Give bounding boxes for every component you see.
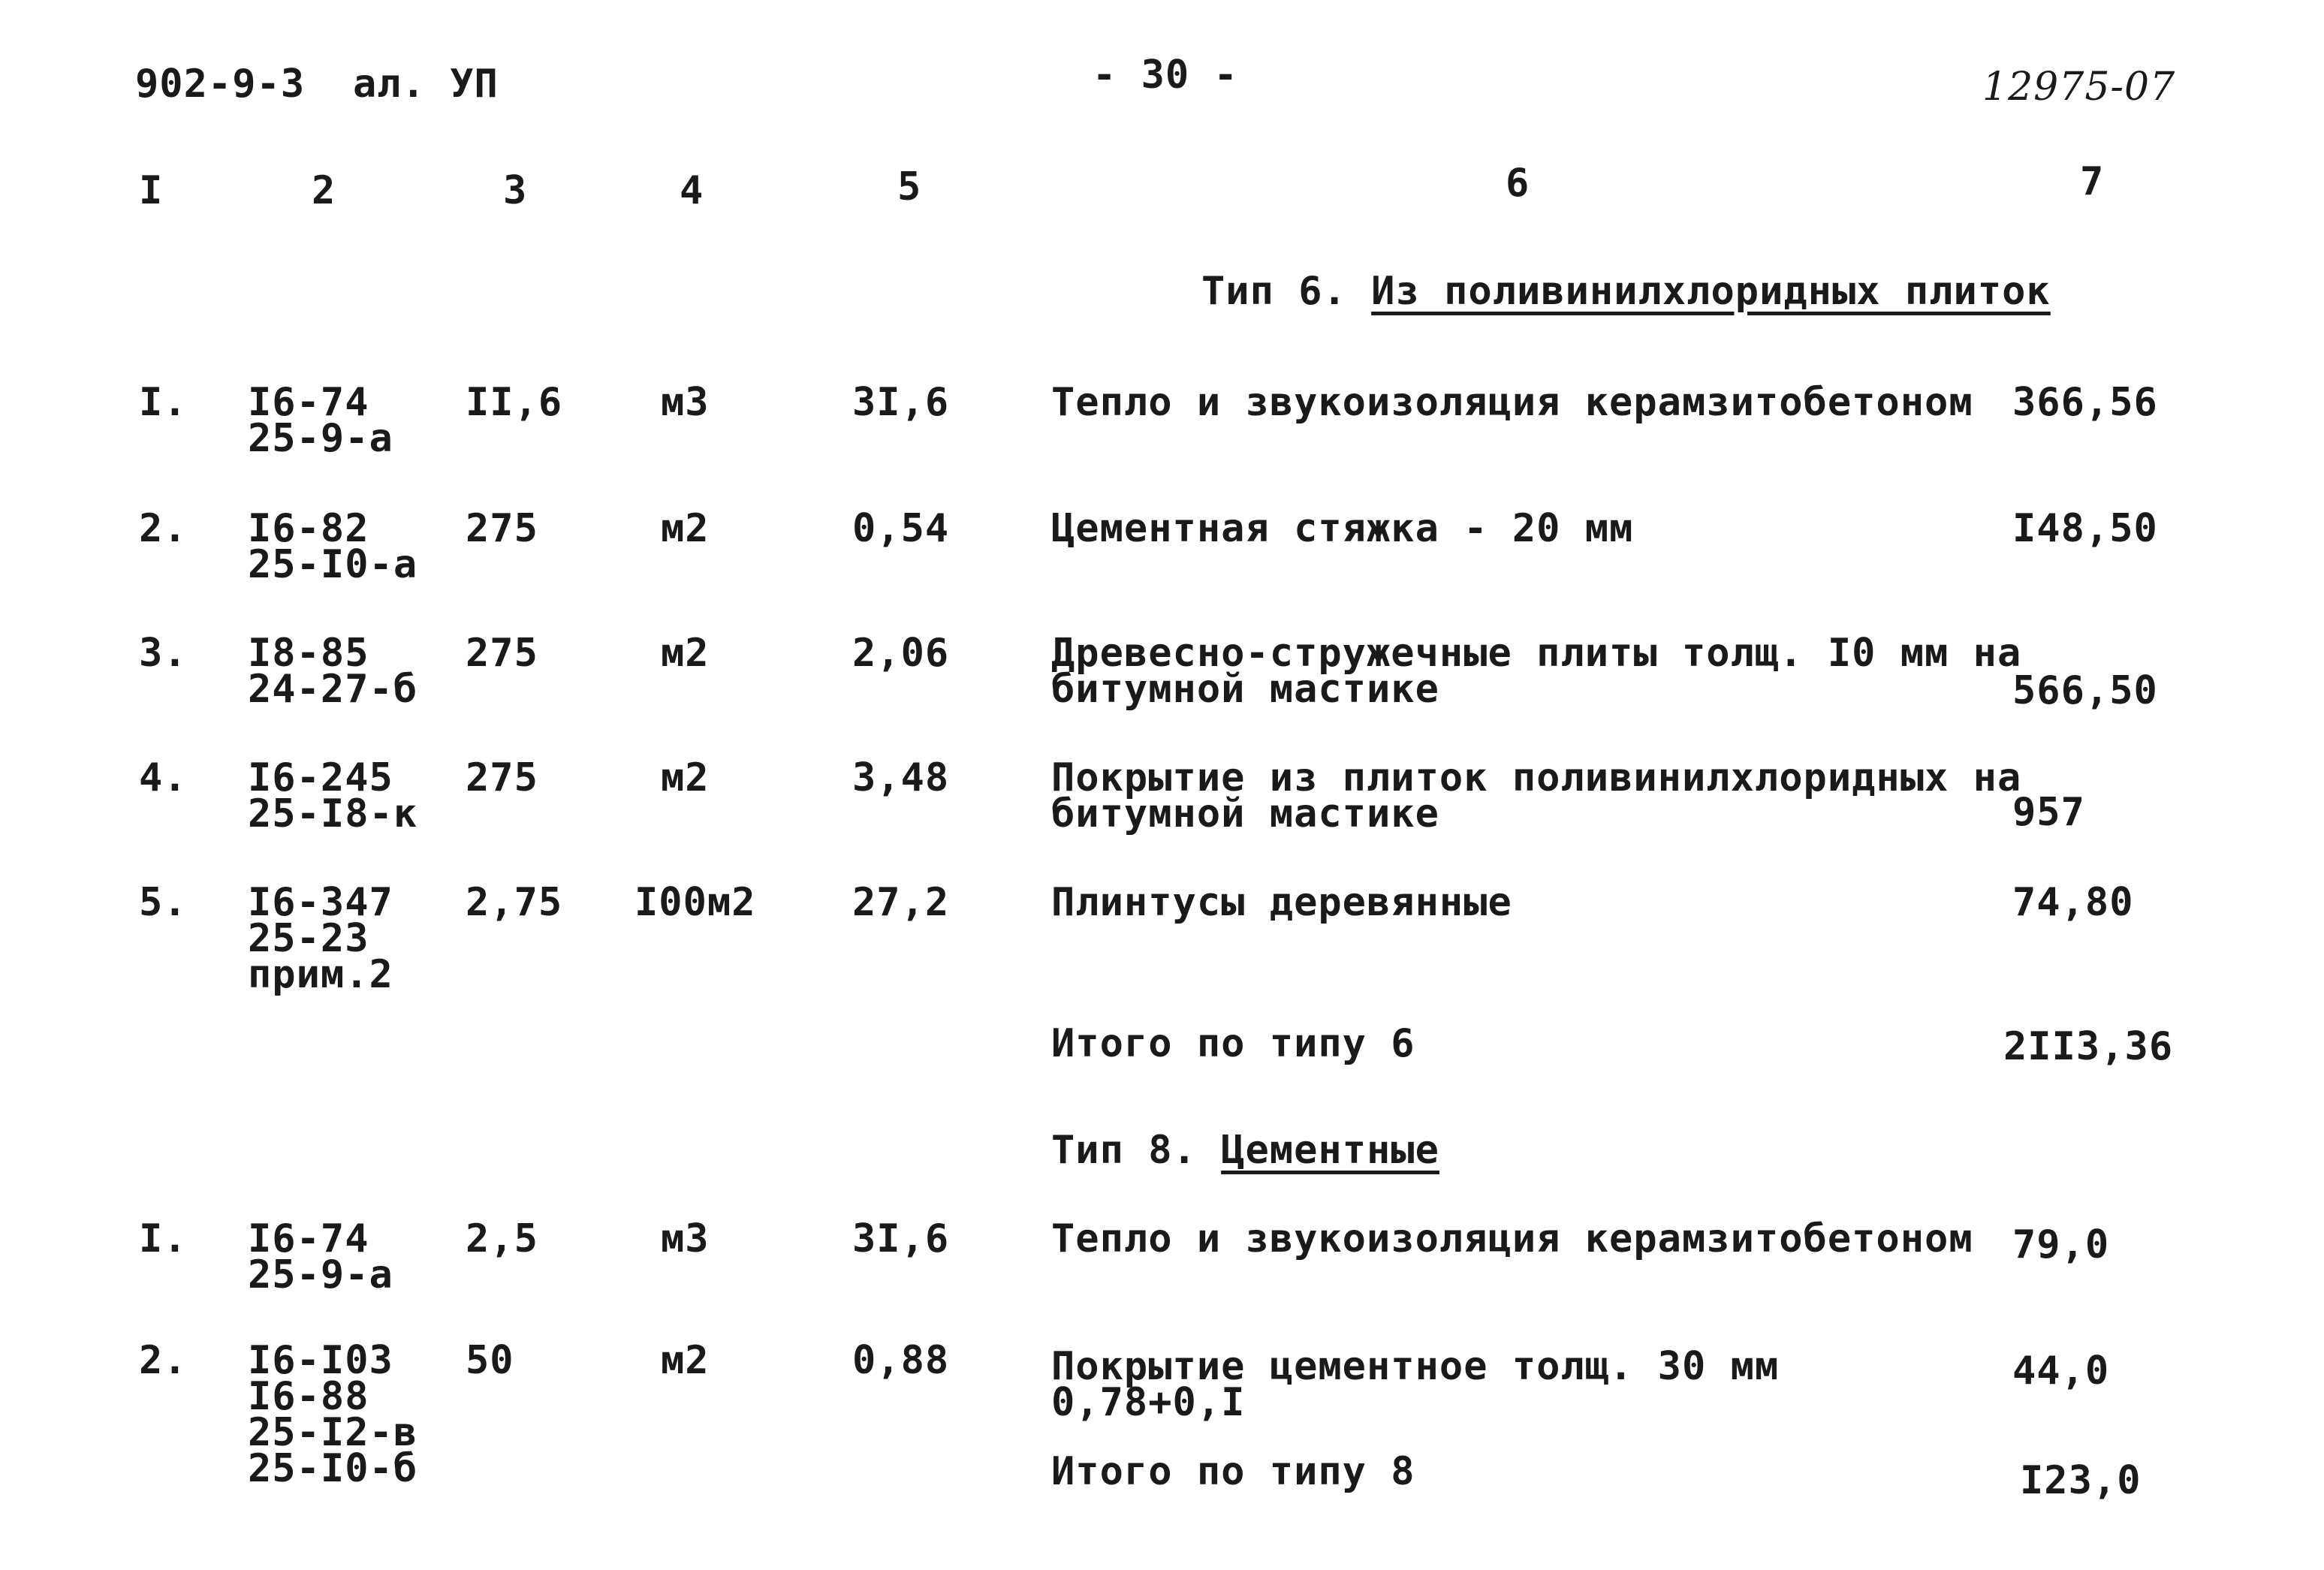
row-total: 957 [2012, 790, 2085, 835]
column-number-5: 5 [897, 164, 922, 209]
section-title-prefix: Тип 6. [1201, 269, 1347, 314]
column-number-3: 3 [503, 168, 528, 213]
column-number-4: 4 [680, 168, 704, 213]
row-quantity: 2,75 [466, 880, 563, 925]
row-unit: м2 [661, 1338, 710, 1383]
row-number: 2. [139, 506, 188, 551]
row-description: Тепло и звукоизоляция керамзитобетоном [1051, 1216, 1973, 1261]
row-quantity: 275 [466, 506, 538, 551]
row-number: 2. [139, 1338, 188, 1383]
document-code: 902-9-3 [135, 62, 306, 107]
row-description: Тепло и звукоизоляция керамзитобетоном [1051, 380, 1973, 425]
row-unit-price: 0,88 [852, 1338, 950, 1383]
row-number: 4. [139, 755, 188, 800]
section-title-type6 [1201, 269, 2051, 314]
column-number-6: 6 [1506, 161, 1530, 206]
row-quantity: 275 [466, 755, 538, 800]
column-number-7: 7 [2080, 159, 2105, 204]
row-code: I6-82 25-I0-а [248, 506, 418, 587]
row-number: I. [139, 1216, 188, 1261]
row-description: Плинтусы деревянные [1051, 880, 1512, 925]
row-unit-price: 3,48 [852, 755, 950, 800]
row-description: Покрытие цементное толщ. 30 мм 0,78+0,I [1051, 1344, 1780, 1425]
row-code: I6-74 25-9-а [248, 380, 393, 461]
section-total-value: I23,0 [2020, 1458, 2142, 1503]
row-unit-price: 3I,6 [852, 380, 950, 425]
row-code: I6-245 25-I8-к [248, 755, 418, 836]
section-total-label: Итого по типу 6 [1051, 1021, 1415, 1066]
row-code: I8-85 24-27-б [248, 631, 418, 712]
row-total: 79,0 [2012, 1222, 2110, 1267]
row-description: Покрытие из плиток поливинилхлоридных на битумной мастике [1051, 755, 2022, 836]
row-number: 5. [139, 880, 188, 925]
row-unit: м3 [661, 380, 710, 425]
row-total: I48,50 [2012, 506, 2158, 551]
row-unit: I00м2 [635, 880, 756, 925]
row-description: Цементная стяжка - 20 мм [1051, 506, 1634, 551]
section-title-name: Цементные [1221, 1128, 1439, 1173]
column-number-2: 2 [312, 168, 336, 213]
row-total: 44,0 [2012, 1349, 2110, 1394]
section-title-type8 [1051, 1128, 1439, 1173]
page-number: - 30 - [1093, 53, 1238, 98]
row-code: I6-74 25-9-а [248, 1216, 393, 1297]
row-description: Древесно-стружечные плиты толщ. I0 мм на битумной мастике [1051, 631, 2022, 712]
row-total: 366,56 [2012, 380, 2158, 425]
row-quantity: 50 [466, 1338, 514, 1383]
row-total: 566,50 [2012, 668, 2158, 713]
row-unit: м2 [661, 755, 710, 800]
row-number: 3. [139, 631, 188, 676]
row-quantity: II,6 [466, 380, 563, 425]
row-quantity: 275 [466, 631, 538, 676]
row-unit: м2 [661, 631, 710, 676]
column-number-1: I [139, 168, 164, 213]
row-code: I6-I03 I6-88 25-I2-в 25-I0-б [248, 1338, 418, 1491]
section-title-prefix: Тип 8. [1051, 1128, 1197, 1173]
row-unit-price: 2,06 [852, 631, 950, 676]
row-unit: м2 [661, 506, 710, 551]
section-total-value: 2II3,36 [2003, 1024, 2174, 1069]
row-unit-price: 3I,6 [852, 1216, 950, 1261]
row-number: I. [139, 380, 188, 425]
album-label: ал. УП [353, 62, 499, 107]
row-quantity: 2,5 [466, 1216, 538, 1261]
section-title-name: Из поливинилхлоридных плиток [1371, 269, 2051, 314]
row-unit-price: 27,2 [852, 880, 950, 925]
row-unit-price: 0,54 [852, 506, 950, 551]
archive-stamp: 12975-07 [1982, 65, 2176, 110]
section-total-label: Итого по типу 8 [1051, 1449, 1415, 1494]
row-code: I6-347 25-23 прим.2 [248, 880, 393, 997]
row-unit: м3 [661, 1216, 710, 1261]
row-total: 74,80 [2012, 880, 2134, 925]
